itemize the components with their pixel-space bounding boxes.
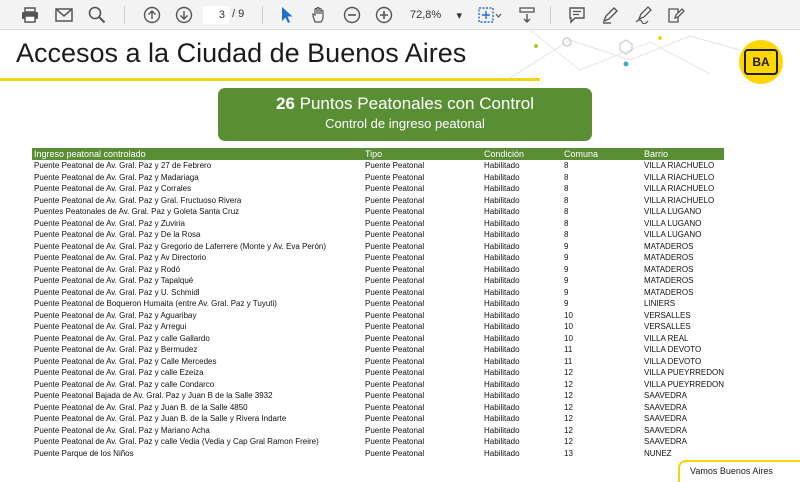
banner-subheading: Control de ingreso peatonal <box>325 116 485 131</box>
table-cell: Puente Peatonal <box>365 241 425 251</box>
table-cell: MATADEROS <box>644 264 694 274</box>
table-row <box>32 218 724 230</box>
table-cell: Puente Peatonal <box>365 230 425 240</box>
zoom-out-icon[interactable] <box>340 4 364 26</box>
table-cell: Puente Peatonal <box>365 391 425 401</box>
table-cell: 9 <box>564 241 569 251</box>
table-row <box>32 229 724 241</box>
table-cell: Habilitado <box>484 218 520 228</box>
table-cell: 12 <box>564 402 573 412</box>
table-row <box>32 183 724 195</box>
table-header <box>32 148 724 160</box>
table-cell: MATADEROS <box>644 276 694 286</box>
comment-icon[interactable] <box>565 4 589 26</box>
table-cell: Habilitado <box>484 299 520 309</box>
table-cell: Puente Peatonal <box>365 333 425 343</box>
column-header: Comuna <box>564 149 599 159</box>
pdf-page <box>0 30 800 482</box>
table-row <box>32 390 724 402</box>
table-cell: Habilitado <box>484 379 520 389</box>
table-cell: 9 <box>564 264 569 274</box>
table-cell: Puente Peatonal de Av. Gral. Paz y calle Ezeiza <box>34 368 204 378</box>
table-cell: Puente Peatonal <box>365 345 425 355</box>
table-cell: Puentes Peatonales de Av. Gral. Paz y Goleta Santa Cruz <box>34 207 240 217</box>
table-cell: NUNEZ <box>644 448 672 458</box>
table-cell: Habilitado <box>484 287 520 297</box>
table-cell: Puente Peatonal <box>365 402 425 412</box>
table-cell: SAAVEDRA <box>644 391 687 401</box>
table-cell: Puente Peatonal <box>365 184 425 194</box>
table-cell: Puente Peatonal de Av. Gral. Paz y calle Vedia (Vedia y Cap Gral Ramon Freire) <box>34 437 319 447</box>
table-row <box>32 172 724 184</box>
table-cell: Puente Peatonal <box>365 276 425 286</box>
table-row <box>32 436 724 448</box>
column-header: Tipo <box>365 149 383 159</box>
table-cell: Puente Peatonal <box>365 218 425 228</box>
select-cursor-icon[interactable] <box>275 4 299 26</box>
table-cell: Puente Peatonal de Av. Gral. Paz y De la Rosa <box>34 230 201 240</box>
table-cell: 13 <box>564 448 573 458</box>
table-cell: 8 <box>564 230 569 240</box>
table-row <box>32 264 724 276</box>
table-cell: Puente Peatonal de Av. Gral. Paz y Corrales <box>34 184 192 194</box>
table-cell: Puente Peatonal de Av. Gral. Paz y Arregui <box>34 322 187 332</box>
ba-logo <box>739 40 783 84</box>
table-cell: Habilitado <box>484 310 520 320</box>
table-cell: Puente Peatonal <box>365 414 425 424</box>
fill-sign-icon[interactable] <box>664 4 688 26</box>
table-row <box>32 287 724 299</box>
table-cell: Puente Parque de los Niños <box>34 448 134 458</box>
table-cell: Habilitado <box>484 345 520 355</box>
table-cell: 12 <box>564 414 573 424</box>
table-cell: Habilitado <box>484 368 520 378</box>
table-cell: Puente Peatonal <box>365 299 425 309</box>
page-number-input[interactable] <box>203 6 229 24</box>
access-points-table <box>32 148 724 459</box>
banner-count: 26 <box>275 94 295 113</box>
table-cell: 12 <box>564 437 573 447</box>
table-cell: Puente Peatonal <box>365 195 425 205</box>
page-up-icon[interactable] <box>140 4 164 26</box>
table-cell: Puente Peatonal <box>365 379 425 389</box>
table-row <box>32 356 724 368</box>
table-cell: VILLA LUGANO <box>644 218 702 228</box>
table-row <box>32 195 724 207</box>
table-cell: SAAVEDRA <box>644 437 687 447</box>
table-cell: VILLA PUEYRREDON <box>644 368 724 378</box>
table-cell: Habilitado <box>484 172 520 182</box>
ba-logo-mark: BA <box>744 49 778 75</box>
table-cell: SAAVEDRA <box>644 425 687 435</box>
table-cell: Puente Peatonal de Av. Gral. Paz y Juan B. de la Salle y Rivera Indarte <box>34 414 287 424</box>
table-cell: VILLA PUEYRREDON <box>644 379 724 389</box>
table-cell: Habilitado <box>484 333 520 343</box>
pdf-toolbar <box>0 0 800 30</box>
table-cell: MATADEROS <box>644 253 694 263</box>
page-down-icon[interactable] <box>172 4 196 26</box>
table-cell: MATADEROS <box>644 287 694 297</box>
column-header: Condición <box>484 149 525 159</box>
table-cell: Puente Peatonal de Av. Gral. Paz y Mariano Acha <box>34 425 210 435</box>
highlight-icon[interactable] <box>598 4 622 26</box>
table-cell: 8 <box>564 207 569 217</box>
table-row <box>32 252 724 264</box>
table-cell: Habilitado <box>484 356 520 366</box>
table-cell: LINIERS <box>644 299 676 309</box>
table-cell: Puente Peatonal de Av. Gral. Paz y Av Directorio <box>34 253 207 263</box>
table-cell: Puente Peatonal de Av. Gral. Paz y Gregorio de Laferrere (Monte y Av. Eva Perón) <box>34 241 327 251</box>
table-row <box>32 206 724 218</box>
table-cell: Habilitado <box>484 241 520 251</box>
table-cell: 12 <box>564 368 573 378</box>
table-row <box>32 275 724 287</box>
table-row <box>32 402 724 414</box>
table-cell: Habilitado <box>484 230 520 240</box>
table-cell: MATADEROS <box>644 241 694 251</box>
table-cell: Habilitado <box>484 414 520 424</box>
table-cell: 12 <box>564 425 573 435</box>
table-cell: Puente Peatonal de Av. Gral. Paz y Gral. Fructuoso Rivera <box>34 195 242 205</box>
table-cell: 12 <box>564 391 573 401</box>
column-header: Barrio <box>644 149 669 159</box>
table-cell: 12 <box>564 379 573 389</box>
table-cell: 10 <box>564 310 573 320</box>
table-cell: VILLA REAL <box>644 333 689 343</box>
table-cell: VILLA DEVOTO <box>644 356 702 366</box>
column-header: Ingreso peatonal controlado <box>34 149 146 159</box>
table-cell: SAAVEDRA <box>644 414 687 424</box>
table-cell: Puente Peatonal de Av. Gral. Paz y calle Gallardo <box>34 333 210 343</box>
table-cell: 9 <box>564 276 569 286</box>
table-cell: Habilitado <box>484 437 520 447</box>
table-cell: 10 <box>564 333 573 343</box>
toolbar-separator <box>550 6 551 24</box>
table-cell: VERSALLES <box>644 310 691 320</box>
table-cell: Puente Peatonal de Boqueron Humaita (entre Av. Gral. Paz y Tuyuti) <box>34 299 277 309</box>
table-cell: Puente Peatonal de Av. Gral. Paz y Madariaga <box>34 172 199 182</box>
table-cell: SAAVEDRA <box>644 402 687 412</box>
email-icon[interactable] <box>52 4 76 26</box>
table-cell: VILLA RIACHUELO <box>644 161 715 171</box>
table-cell: Puente Peatonal <box>365 172 425 182</box>
table-cell: Habilitado <box>484 207 520 217</box>
table-cell: Habilitado <box>484 448 520 458</box>
table-cell: Puente Peatonal de Av. Gral. Paz y Rodó <box>34 264 181 274</box>
table-row <box>32 413 724 425</box>
table-cell: VILLA RIACHUELO <box>644 184 715 194</box>
sign-icon[interactable] <box>632 4 656 26</box>
table-cell: 8 <box>564 218 569 228</box>
table-cell: Puente Peatonal de Av. Gral. Paz y Juan B. de la Salle 4850 <box>34 402 248 412</box>
table-cell: Puente Peatonal <box>365 161 425 171</box>
table-cell: Puente Peatonal de Av. Gral. Paz y Calle Mercedes <box>34 356 217 366</box>
table-row <box>32 379 724 391</box>
table-cell: Puente Peatonal <box>365 322 425 332</box>
table-cell: 11 <box>564 345 573 355</box>
table-cell: Puente Peatonal <box>365 287 425 297</box>
table-cell: VILLA DEVOTO <box>644 345 702 355</box>
fit-page-icon[interactable] <box>475 4 505 26</box>
table-cell: Puente Peatonal de Av. Gral. Paz y Bermudez <box>34 345 198 355</box>
table-cell: 8 <box>564 195 569 205</box>
banner-heading <box>218 94 592 114</box>
hand-icon[interactable] <box>307 4 331 26</box>
table-cell: Habilitado <box>484 161 520 171</box>
table-cell: Puente Peatonal <box>365 448 425 458</box>
table-cell: Puente Peatonal <box>365 264 425 274</box>
table-cell: VILLA RIACHUELO <box>644 195 715 205</box>
table-cell: Puente Peatonal de Av. Gral. Paz y U. Schmidl <box>34 287 200 297</box>
table-cell: Habilitado <box>484 195 520 205</box>
table-row <box>32 425 724 437</box>
banner-heading-text: Puntos Peatonales con Control <box>294 94 535 113</box>
summary-banner <box>218 88 592 141</box>
table-row <box>32 321 724 333</box>
table-cell: Habilitado <box>484 253 520 263</box>
table-cell: Puente Peatonal de Av. Gral. Paz y Aguaribay <box>34 310 197 320</box>
table-cell: Habilitado <box>484 402 520 412</box>
print-icon[interactable] <box>18 4 42 26</box>
page-title: Accesos a la Ciudad de Buenos Aires <box>16 38 467 68</box>
page-count: / 9 <box>232 8 245 20</box>
table-cell: 9 <box>564 253 569 263</box>
table-cell: 8 <box>564 184 569 194</box>
table-row <box>32 333 724 345</box>
table-cell: Puente Peatonal de Av. Gral. Paz y Tapalqué <box>34 276 194 286</box>
scroll-mode-icon[interactable] <box>515 4 539 26</box>
table-cell: Puente Peatonal <box>365 368 425 378</box>
table-row <box>32 448 724 460</box>
table-cell: Puente Peatonal <box>365 310 425 320</box>
zoom-value: 72,8% <box>410 9 442 21</box>
table-row <box>32 298 724 310</box>
table-cell: Puente Peatonal de Av. Gral. Paz y 27 de Febrero <box>34 161 212 171</box>
table-cell: VILLA LUGANO <box>644 230 702 240</box>
header-rule <box>0 78 540 81</box>
table-cell: Puente Peatonal de Av. Gral. Paz y Zuviria <box>34 218 185 228</box>
table-cell: VILLA LUGANO <box>644 207 702 217</box>
table-row <box>32 344 724 356</box>
table-row <box>32 310 724 322</box>
table-row <box>32 160 724 172</box>
chevron-down-icon: ▾ <box>456 9 462 22</box>
table-cell: Habilitado <box>484 184 520 194</box>
table-cell: Habilitado <box>484 276 520 286</box>
table-cell: 8 <box>564 161 569 171</box>
table-cell: Habilitado <box>484 264 520 274</box>
table-body <box>32 160 724 459</box>
table-cell: Puente Peatonal <box>365 356 425 366</box>
table-cell: 9 <box>564 287 569 297</box>
table-cell: Habilitado <box>484 322 520 332</box>
table-cell: 9 <box>564 299 569 309</box>
table-cell: Habilitado <box>484 391 520 401</box>
table-cell: Puente Peatonal <box>365 207 425 217</box>
zoom-in-icon[interactable] <box>372 4 396 26</box>
table-row <box>32 367 724 379</box>
table-cell: Puente Peatonal de Av. Gral. Paz y calle Condarco <box>34 379 215 389</box>
table-cell: Puente Peatonal <box>365 253 425 263</box>
zoom-select[interactable] <box>400 6 466 24</box>
footer-tagline: Vamos Buenos Aires <box>678 460 800 482</box>
table-cell: Puente Peatonal <box>365 437 425 447</box>
table-cell: Puente Peatonal Bajada de Av. Gral. Paz y Juan B de la Salle 3932 <box>34 391 273 401</box>
table-row <box>32 241 724 253</box>
table-cell: 11 <box>564 356 573 366</box>
table-cell: VILLA RIACHUELO <box>644 172 715 182</box>
table-cell: 10 <box>564 322 573 332</box>
table-cell: Habilitado <box>484 425 520 435</box>
toolbar-separator <box>124 6 125 24</box>
table-cell: VERSALLES <box>644 322 691 332</box>
search-icon[interactable] <box>85 4 109 26</box>
table-cell: Puente Peatonal <box>365 425 425 435</box>
toolbar-separator <box>262 6 263 24</box>
table-cell: 8 <box>564 172 569 182</box>
decorative-network-graphic <box>510 30 740 90</box>
